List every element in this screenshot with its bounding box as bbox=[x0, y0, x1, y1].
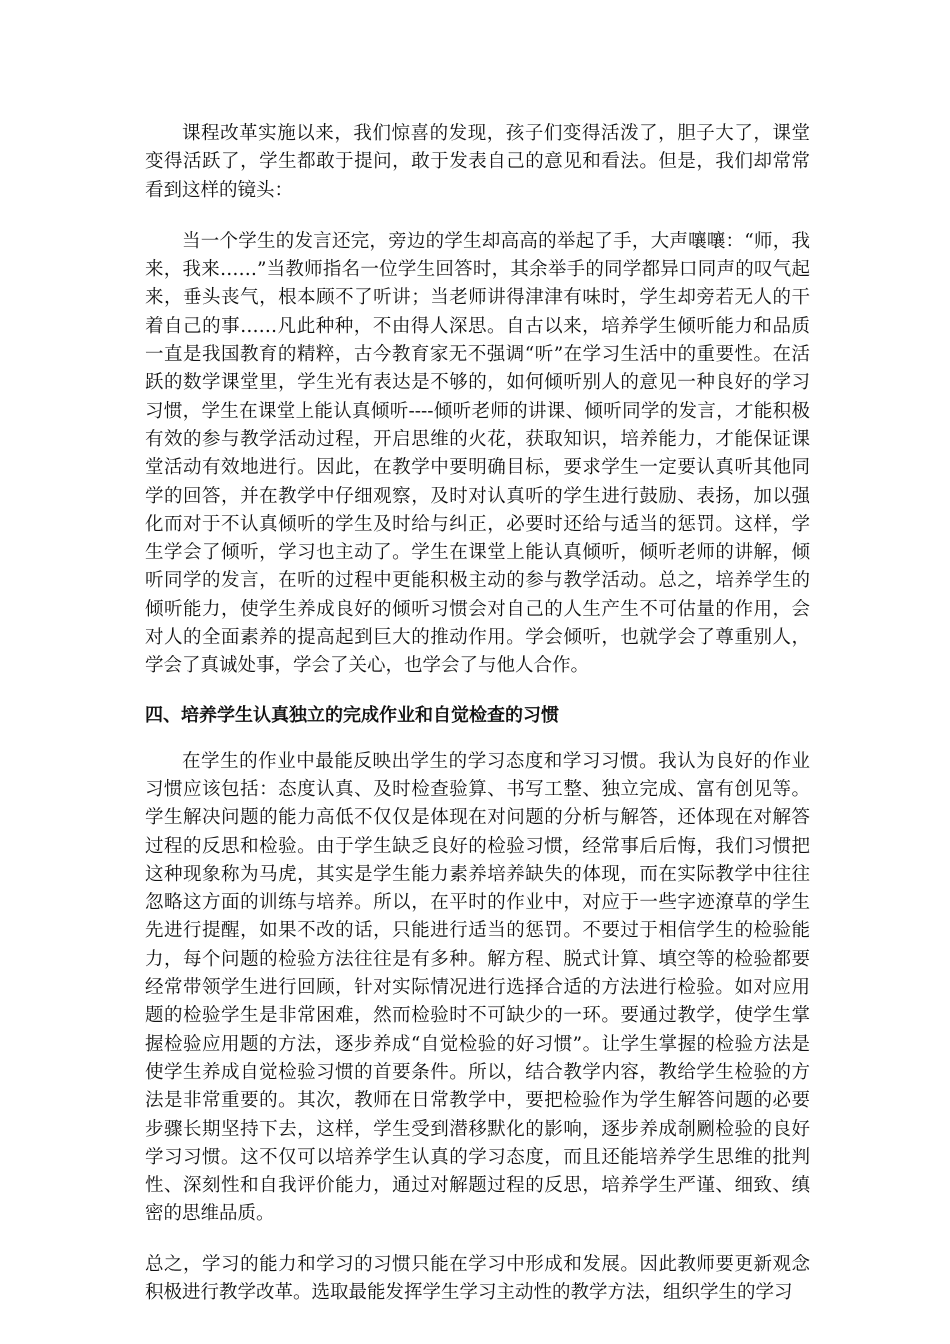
intro-paragraph: 课程改革实施以来，我们惊喜的发现，孩子们变得活泼了，胆子大了，课堂变得活跃了，学生都敢于提问，敢于发表自己的意见和看法。但是，我们却常常看到这样的镜头： bbox=[145, 123, 810, 201]
homework-paragraph: 在学生的作业中最能反映出学生的学习态度和学习习惯。我认为良好的作业习惯应该包括：态度认真、及时检查验算、书写工整、独立完成、富有创见等。学生解决问题的能力高低不仅仅是体现在对问题的分析与解答，还体现在对解答过程的反思和检验。由于学生缺乏良好的检验习惯，经常事后后悔，我们习惯把这种现象称为马虎，其实是学生能力素养培养缺失的体现，而在实际教学中往往忽略这方面的训练与培养。所以，在平时的作业中，对应于一些字迹潦草的学生先进行提醒，如果不改的话，只能进行适当的惩罚。不要过于相信学生的检验能力，每个问题的检验方法往往是有多种。解方程、脱式计算、填空等的检验都要经常带领学生进行回顾，针对实际情况进行选择合适的方法进行检验。如对应用题的检验学生是非常困难，然而检验时不可缺少的一环。要通过教学，使学生掌握检验应用题的方法，逐步养成“自觉检验的好习惯”。让学生掌握的检验方法是使学生养成自觉检验习惯的首要条件。所以，结合教学内容，教给学生检验的方法是非常重要的。其次，教师在日常教学中，要把检验作为学生解答问题的必要步骤长期坚持下去，这样，学生受到潜移默化的影响，逐步养成剞劂检验的良好学习习惯。这不仅可以培养学生认真的学习态度，而且还能培养学生思维的批判性、深刻性和自我评价能力，通过对解题过程的反思，培养学生严谨、细致、缜密的思维品质。 bbox=[145, 750, 810, 1225]
conclusion-paragraph: 总之，学习的能力和学习的习惯只能在学习中形成和发展。因此教师要更新观念积极进行教学改革。选取最能发挥学生学习主动性的教学方法，组织学生的学习 bbox=[145, 1253, 810, 1303]
section-heading: 四、培养学生认真独立的完成作业和自觉检查的习惯 bbox=[145, 704, 559, 726]
listening-paragraph: 当一个学生的发言还完，旁边的学生却高高的举起了手，大声嚷嚷：“师，我来，我来……”当教师指名一位学生回答时，其余举手的同学都异口同声的叹气起来，垂头丧气，根本顾不了听讲；当老师讲得津津有味时，学生却旁若无人的干着自己的事……凡此种种，不由得人深思。自古以来，培养学生倾听能力和品质一直是我国教育的精粹，古今教育家无不强调“听”在学习生活中的重要性。在活跃的数学课堂里，学生光有表达是不够的，如何倾听别人的意见一种良好的学习习惯，学生在课堂上能认真倾听----倾听老师的讲课、倾听同学的发言，才能积极有效的参与教学活动过程，开启思维的火花，获取知识，培养能力，才能保证课堂活动有效地进行。因此，在教学中要明确目标，要求学生一定要认真听其他同学的回答，并在教学中仔细观察，及时对认真听的学生进行鼓励、表扬，加以强化而对于不认真倾听的学生及时给与纠正，必要时还给与适当的惩罚。这样，学生学会了倾听，学习也主动了。学生在课堂上能认真倾听，倾听老师的讲解，倾听同学的发言，在听的过程中更能积极主动的参与教学活动。总之，培养学生的倾听能力，使学生养成良好的倾听习惯会对自己的人生产生不可估量的作用，会对人的全面素养的提高起到巨大的推动作用。学会倾听，也就学会了尊重别人，学会了真诚处事，学会了关心，也学会了与他人合作。 bbox=[145, 230, 810, 677]
document-page bbox=[145, 120, 810, 1307]
